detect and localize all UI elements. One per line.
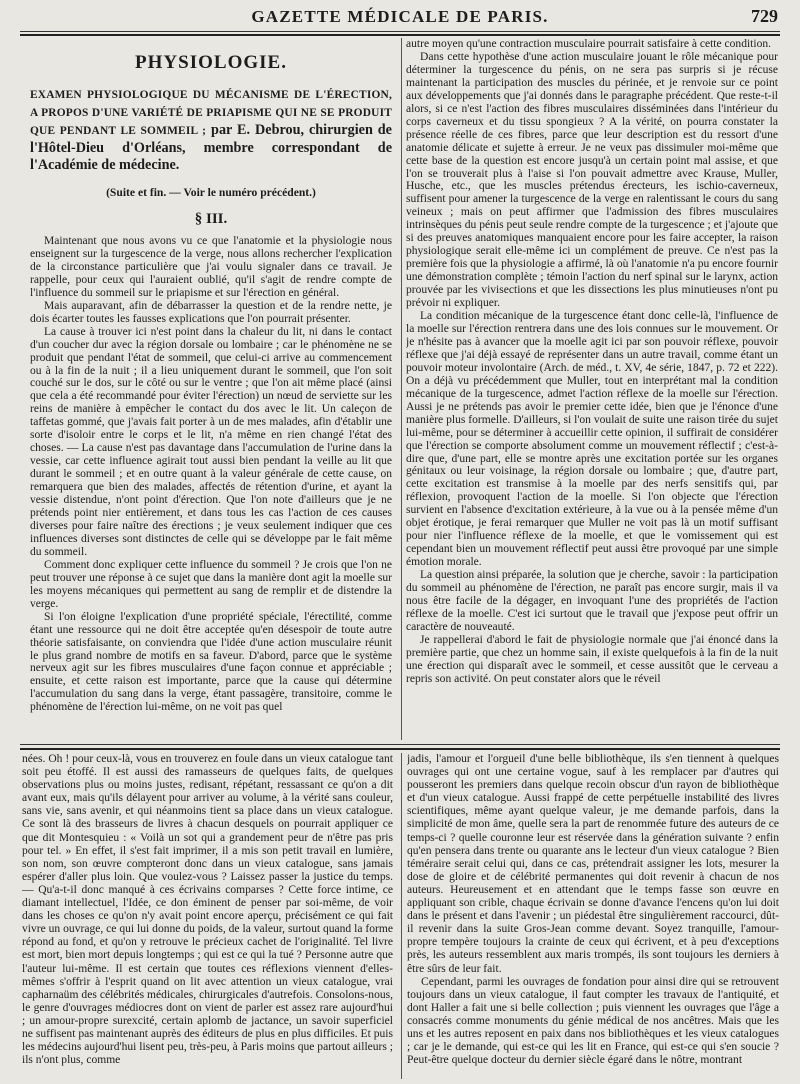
feuilleton-rule-thick bbox=[20, 748, 780, 750]
journal-title: GAZETTE MÉDICALE DE PARIS. bbox=[251, 7, 549, 26]
article-right-column bbox=[406, 38, 778, 742]
feuilleton-left-column bbox=[22, 753, 393, 1081]
paragraph: Cependant, parmi les ouvrages de fondation pour ainsi dire qui se retrouvent toujours dans un vieux catalogue, il faut compter les travaux de l'antiquité, et dont Haller a fait une si belle collection ; puis viennent les ouvrages que l'âge a consacrés comme monuments du génie médical de nos ancêtres. Mais que les uns et les autres reposent en paix dans nos bibliothèques et les vieux catalogues ; car je le demande, qui est-ce qui les lit en France, qui est-ce qui s'en soucie ? Peut-être quelque docteur du dernier siècle égaré dans le nôtre, montrant bbox=[407, 975, 779, 1067]
article-title-subject: EXAMEN PHYSIOLOGIQUE DU MÉCANISME DE L'ÉRECTION, A PROPOS D'UNE VARIÉTÉ DE PRIAPISME QUI NE SE PRODUIT QUE PENDANT LE SOMMEIL ; bbox=[30, 89, 392, 137]
paragraph: Je rappellerai d'abord le fait de physiologie normale que j'ai énoncé dans la première partie, que chez un homme sain, il existe quelquefois à la fin de la nuit une érection qui disparaît avec le sommeil, et cesse aussitôt que le cerveau a repris son activité. On peut constater alors que le réveil bbox=[406, 633, 778, 685]
paragraph: Maintenant que nous avons vu ce que l'anatomie et la physiologie nous enseignent sur la turgescence de la verge, nous allons rechercher l'explication de la circonstance particulière que j'ai voulu signaler dans ce travail. Je rappelle, pour ceux qui l'auraient oublié, qu'il s'agit de rendre compte de l'influence du sommeil sur le priapisme et sur l'érection en général. bbox=[30, 235, 392, 299]
paragraph: La question ainsi préparée, la solution que je cherche, savoir : la participation du sommeil au phénomène de l'érection, ne paraît pas encore surgir, mais il va nous être facile de la dégager, en invoquant l'une des propriétés de l'action réflexe de la moelle. C'est ici surtout que le travail que j'expose peut offrir un caractère de nouveauté. bbox=[406, 569, 778, 633]
feuilleton-right-column bbox=[407, 753, 779, 1081]
header-rule bbox=[20, 31, 780, 32]
paragraph: La condition mécanique de la turgescence étant donc celle-là, l'influence de la moelle sur l'érection rentrera dans une des lois connues sur le mouvement. Or je n'hésite pas à avancer que la moelle agit ici par son pouvoir réflexe, pouvoir réflexe que j'ai déjà essayé de représenter dans un autre travail, comme étant un pouvoir moteur involontaire (Arch. de méd., t. XV, 4e série, 1847, p. 72 et 222). On a déjà vu précédemment que Muller, tout en interprétant mal la condition mécanique de la turgescence, admet l'action réflexe de la moelle sur l'érection. Aussi je ne prétends pas avoir le premier cette idée, bien que je l'énonce d'une manière plus formelle. D'ailleurs, si l'on voulait de suite une raison tirée du sujet lui-même, pour se déterminer à accueillir cette opinion, il suffirait de considérer que l'érection se comporte absolument comme un mouvement réflectif ; c'est-à-dire que, d'une part, elle se montre après une excitation portée sur les organes génitaux ou leur voisinage, la région dorsale ou lombaire ; que, d'autre part, cette excitation est transmise à la moelle par des nerfs sensitifs qui, par réflexion, provoquent l'action de la moelle. Si l'on objecte que l'érection survient en l'absence d'excitation extérieure, à la vue ou à la pensée même d'un objet érotique, je ferai remarquer que Muller ne voit pas là un motif suffisant pour nier l'influence réflexe de la moelle, et que le vomissement qui est cependant bien un mouvement réflectif peut aussi être provoqué par une simple émotion morale. bbox=[406, 310, 778, 569]
article-left-column bbox=[30, 38, 392, 742]
paragraph: Comment donc expliquer cette influence du sommeil ? Je crois que l'on ne peut trouver une réponse à ce sujet que dans la manière dont agit la moelle sur les moyens mécaniques qui permettent au sang de remplir et de distendre la verge. bbox=[30, 558, 392, 610]
page-header bbox=[20, 6, 780, 30]
paragraph: La cause à trouver ici n'est point dans la chaleur du lit, ni dans le contact d'un coucher dur avec la région dorsale ou lombaire ; car le phénomène ne se produit que pendant l'état de sommeil, que celui-ci arrive au commencement ou à la fin de la nuit ; il a lieu uniquement durant le sommeil, que l'on soit couché sur le dos, sur le côté ou sur le ventre ; que l'on ait même placé (ainsi que cela a été recommandé pour éviter l'érection) un nœud de serviette sur les reins de manière à empêcher le contact du dos avec le lit. Un caleçon de taffetas gommé, que j'avais fait porter à un de mes malades, afin d'établir une sorte d'isoloir entre le corps et le lit, n'a même en rien changé l'état des choses. — La cause n'est pas davantage dans l'accumulation de l'urine dans la vessie, car cette influence agirait tout aussi bien pendant la veille au lit que durant le sommeil ; et en outre quant à la valeur générale de cette cause, on remarquera que bien des malades, affectés de rétention d'urine, et ayant la vessie distendue, n'ont point d'érection. Que l'on note d'ailleurs que je ne prétends point nier entièrement, et dans tous les cas l'action de ces causes diverses pour faire naître des érections ; je veux seulement indiquer que ces influences diverses sont distinctes de celle qui se développe par le fait même du sommeil. bbox=[30, 325, 392, 558]
feuilleton-column-divider bbox=[401, 753, 402, 1079]
continuation-note: (Suite et fin. — Voir le numéro précédent.) bbox=[106, 186, 316, 199]
paragraph: jadis, l'amour et l'orgueil d'une belle bibliothèque, ils s'en tiennent à quelques ouvrages qui ont une certaine vogue, sauf à les remplacer par d'autres qui pousseront les premiers dans quelque recoin obscur d'un rayon de bibliothèque et d'un vieux catalogue. Aussi frappé de cette perpétuelle instabilité des livres scientifiques, même ayant quelque valeur, je me demande parfois, dans la simplicité de mon âme, quelle sera la part de renommée future des auteurs de ce temps-ci ? quelle couronne leur est réservée dans la génération suivante ? enfin qu'en pensera dans trente ou quarante ans le lecteur d'un vieux catalogue ? Bien téméraire serait celui qui, dans ce cas, prétendrait assigner les lots, mesurer la dose de gloire et de célébrité permanentes qui doit revenir à chacun de nos auteurs. Heureusement et en attendant que le temps fasse son œuvre en appliquant son crible, chaque écrivain se donne d'avance l'encens qu'on lui doit dans le présent et dans l'avenir ; un piédestal être singulièrement raccourci, dût-il revenir dans la suite Gros-Jean comme devant. Soyez tranquille, l'amour-propre tempère toujours la crainte de ceux qui écrivent, et à peu d'exceptions près, les auteurs ressemblent aux maris trompés, ils sont toujours les derniers à être sûrs de leur fait. bbox=[407, 753, 779, 975]
paragraph: autre moyen qu'une contraction musculaire pourrait satisfaire à cette condition. bbox=[406, 38, 772, 50]
subsection-heading: § III. bbox=[194, 211, 228, 227]
paragraph: Dans cette hypothèse d'une action musculaire jouant le rôle mécanique pour déterminer la turgescence du pénis, on ne sera pas surpris si je récuse maintenant la participation des muscles du périnée, et je renvoie sur ce point aux développements que j'ai donnés dans le paragraphe précédent. Que reste-t-il alors, si ce n'est l'action des fibres musculaires disséminées dans l'intérieur du corps caverneux et du tissu spongieux ? A la vérité, on pourra constater la présence réelle de ces fibres, parce que leur description est du ressort d'une anatomie délicate et sujette à erreur. Je ne veux pas dissimuler moi-même que cette base de la question est encore jusqu'à un certain point mal assise, et que l'on se trouverait plus à l'aise si l'on pouvait admettre avec Krause, Muller, Husche, etc., que les muscles prétendus érecteurs, les ischio-caverneux, suffisent pour amener la turgescence de la verge en ralentissant le cours du sang veineux ; mais on peut affirmer que l'admission des fibres musculaires intrinsèques du pénis peut seule rendre compte de la turgescence ; et j'ajoute que si des preuves anatomiques manquaient encore pour les faire accepter, la raison physiologique serait elle-même ici un complément de preuve. Ce n'est pas la première fois que la physiologie a affirmé, là où l'anatomie n'a pu encore fournir une démonstration complète ; témoin l'action du nerf spinal sur le larynx, action prouvée par les vivisections et que les dissections les plus minutieuses n'ont pu prévoir ni expliquer. bbox=[406, 50, 778, 310]
header-rule-thick bbox=[20, 34, 780, 36]
paragraph: Si l'on éloigne l'explication d'une propriété spéciale, l'érectilité, comme étant une ressource qui ne doit être acceptée qu'en désespoir de toute autre théorie satisfaisante, on conviendra que l'idée d'une action musculaire réunit le plus grand nombre de motifs en sa faveur. D'abord, parce que le système nerveux agit sur les fibres musculaires d'une façon connue et appréciable ; ensuite, et cette raison est importante, parce que la cause qui détermine l'accumulation du sang dans la verge, étant passagère, transitoire, comme le phénomène de l'érection lui-même, on ne voit pas quel bbox=[30, 610, 392, 714]
paragraph: nées. Oh ! pour ceux-là, vous en trouverez en foule dans un vieux catalogue tant soit peu étoffé. Il est aussi des ramasseurs de quelques faits, de quelques observations plus ou moins justes, redisant, répétant, ressassant ce qu'on a dit avant eux, mais qu'ils délayent pour arriver au volume, à la vérité sans couleur, sans vie, sans avenir, et qui néanmoins tient sa place dans un vieux catalogue. Ce sont là des brasseurs de livres à chacun desquels on pourrait appliquer ce que dit Montesquieu : « Voilà un sot qui a grandement peur de n'être pas pris pour tel. » En effet, il s'est fait imprimer, il a mis son petit travail en lumière, son nom, son œuvre compteront donc dans un vieux catalogue, sans jamais espérer d'aller plus loin. Que voulez-vous ? Laissez passer la justice du temps. — Qu'a-t-il donc manqué à ces écrivains comparses ? Cette force intime, ce diamant intellectuel, l'Idée, ce don éminent de penser par soi-même, de voir dans les choses ce qu'on n'y avait point encore aperçu, précisément ce qui fait vivre un ouvrage, ce qui lui donne du poids, de la valeur, surtout quand la forme répond au fond, et qu'on y retrouve le précieux cachet de l'originalité. Tel livre est mort, bien mort depuis longtemps ; qui est ce qui la tué ? Personne autre que l'auteur lui-même. Il est certain que toutes ces réflexions viennent d'elles-mêmes s'offrir à l'esprit quand on lit avec attention un vieux catalogue, vrai capharnaüm des célébrités médicales, chirurgicales d'autrefois. Consolons-nous, le genre d'ouvrages médiocres dont on vient de parler est assez rare aujourd'hui ; un amour-propre surexcité, certain aplomb de jactance, un savoir superficiel ne suffisent pas maintenant auprès des éditeurs de plus en plus difficiles. Et puis les médecins aujourd'hui lisent peu, très-peu, à Paris moins que partout ailleurs ; ils n'ont plus, comme bbox=[22, 753, 393, 1067]
article-title-author: par E. Debrou, chirurgien de l'Hôtel-Dieu d'Orléans, membre correspondant de l'Académie de médecine. bbox=[30, 122, 392, 173]
feuilleton-rule bbox=[20, 744, 780, 745]
column-divider bbox=[401, 38, 402, 740]
section-heading: PHYSIOLOGIE. bbox=[135, 52, 287, 73]
article-title bbox=[30, 86, 392, 174]
paragraph: Mais auparavant, afin de débarrasser la question et de la rendre nette, je dois écarter toutes les fausses explications que l'on pourrait présenter. bbox=[30, 299, 392, 325]
page-number: 729 bbox=[751, 6, 778, 26]
